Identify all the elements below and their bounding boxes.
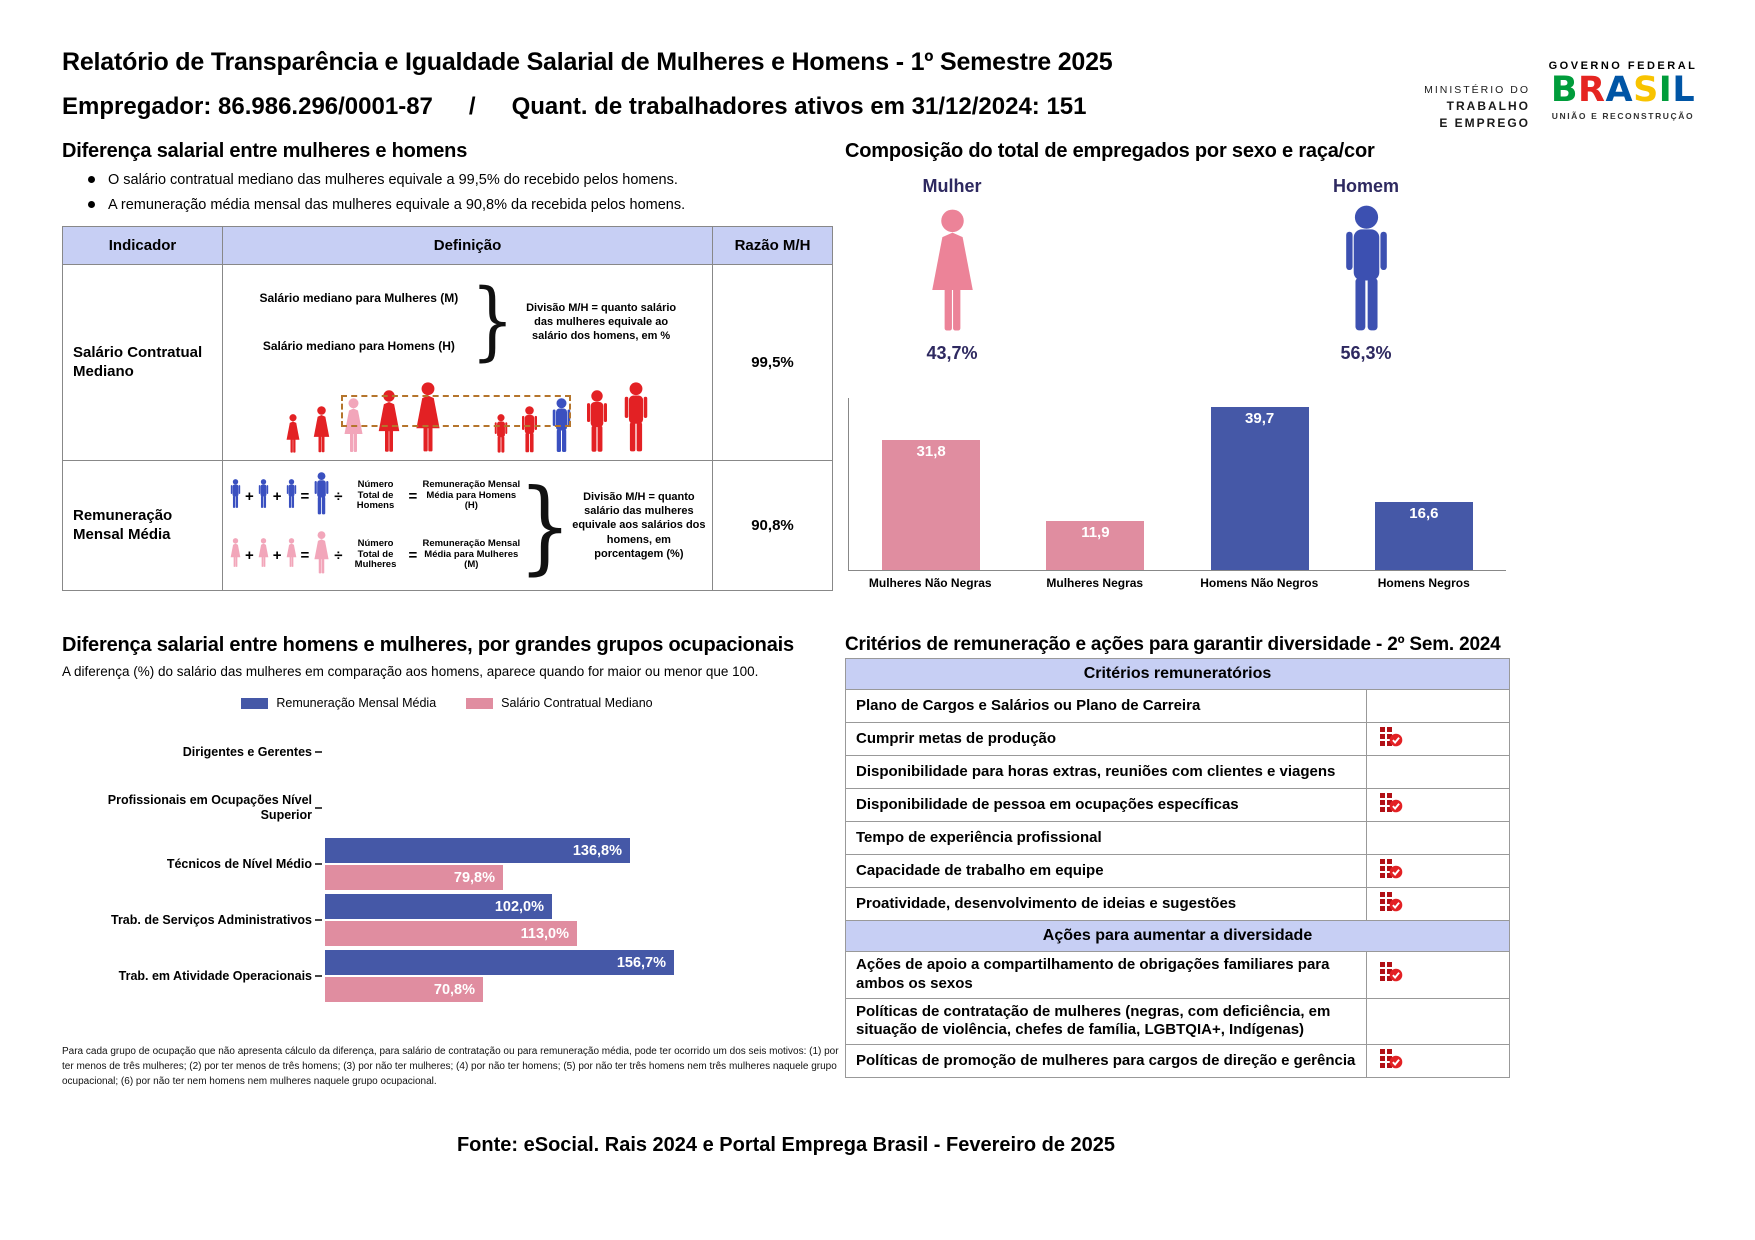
bar-value-label: 70,8% [433, 981, 475, 998]
report-header [62, 48, 1252, 121]
male-figure-icon [285, 479, 298, 514]
female-figure-icon [311, 406, 332, 459]
brasil-letter: B [1550, 70, 1579, 110]
average-remuneration-label: Remuneração Mensal Média para Homens (H) [422, 478, 521, 512]
occupational-legend [62, 696, 832, 710]
criteria-label: Tempo de experiência profissional [856, 828, 1102, 846]
median-men-label: Salário mediano para Homens (H) [262, 339, 455, 353]
bar-value-label: 156,7% [616, 954, 666, 971]
category-label: Mulheres Negras [1046, 576, 1144, 590]
criteria-label: Políticas de contratação de mulheres (negras, com deficiência, em situação de violência, chefes de família, LGBTQIA+, Indígenas) [856, 1002, 1331, 1039]
composition-bar-column [1342, 502, 1506, 570]
occupation-group-label: Trab. de Serviços Administrativos [111, 912, 312, 927]
occupational-row [62, 780, 832, 836]
criteria-row [846, 952, 1509, 999]
median-labels [249, 291, 469, 353]
male-percentage: 56,3% [1340, 343, 1392, 363]
male-figure-icon [257, 479, 270, 514]
occupational-bar [325, 838, 630, 863]
brasil-letter: S [1633, 70, 1659, 110]
criteria-label: Disponibilidade de pessoa em ocupações específicas [856, 795, 1239, 813]
male-figure-icon [312, 472, 331, 521]
female-pictogram-icon [852, 207, 1052, 335]
occupational-subtitle: A diferença (%) do salário das mulheres em comparação aos homens, aparece quando for maior ou menor que 100. [62, 664, 759, 679]
composition-bar-chart [848, 398, 1506, 590]
brace-icon: } [470, 272, 515, 371]
legend-label: Salário Contratual Mediano [501, 696, 653, 710]
women-average-equation [229, 531, 522, 580]
axis-tick [315, 751, 322, 753]
criteria-row [846, 690, 1509, 723]
criterion-check-icon [1379, 726, 1403, 753]
median-note: Divisão M/H = quanto salário das mulheres equivale ao salário dos homens, em % [526, 301, 677, 343]
male-figure-icon [583, 390, 611, 459]
criterion-check-icon [1379, 858, 1403, 885]
occupational-row [62, 724, 832, 780]
male-pictogram-icon [1266, 207, 1466, 335]
definition-median-salary [223, 265, 713, 461]
indicator-avg-remuneration: Remuneração Mensal Média [63, 461, 223, 591]
median-highlight-box [341, 395, 571, 427]
occupational-footnote: Para cada grupo de ocupação que não apresenta cálculo da diferença, para salário de contratação ou para remuneração média, pode ter ocorrido um dos seis motivos: (1) por ter menos de três mulheres; (2) por ter menos de três homens; (3) por não ter mulheres; (4) por não ter homens; (5) por não ter três homens nem três mulheres naquele grupo ocupacional; (6) por não ter nem homens nem mulheres naquele grupo ocupacional. [62, 1046, 839, 1087]
bullet-dot-icon [88, 201, 95, 208]
occupational-bar [325, 921, 577, 946]
legend-swatch [241, 698, 268, 709]
brasil-letter: R [1578, 70, 1606, 110]
bar-value-label: 113,0% [520, 925, 569, 942]
occupational-bars [325, 838, 832, 890]
male-figure-icon [229, 479, 242, 514]
column-header-indicator: Indicador [63, 227, 223, 265]
criteria-row [846, 822, 1509, 855]
separator: / [468, 93, 476, 120]
section-title-criteria: Critérios de remuneração e ações para garantir diversidade - 2º Sem. 2024 [845, 634, 1501, 655]
people-lineup-illustration [229, 373, 706, 459]
occupation-group-label: Trab. em Atividade Operacionais [118, 968, 312, 983]
median-definition-diagram [229, 271, 706, 373]
operator-equals: = [408, 546, 418, 564]
composition-bar [882, 440, 980, 570]
criterion-check-icon [1379, 891, 1403, 918]
female-figure-icon [284, 414, 302, 459]
criteria-status-cell [1366, 1045, 1509, 1077]
average-remuneration-label: Remuneração Mensal Média para Mulheres (M) [422, 537, 521, 571]
criteria-row [846, 999, 1509, 1046]
operator-divide: ÷ [334, 487, 343, 505]
criteria-row [846, 1045, 1509, 1078]
men-average-equation [229, 472, 522, 521]
page-title: Relatório de Transparência e Igualdade Salarial de Mulheres e Homens - 1º Semestre 2025 [62, 48, 1113, 76]
operator-plus: + [272, 487, 282, 505]
column-header-definition: Definição [223, 227, 713, 265]
criteria-row [846, 789, 1509, 822]
occupation-group-label: Profissionais em Ocupações Nível Superior [107, 793, 312, 822]
legend-item [466, 696, 652, 710]
criteria-row [846, 888, 1509, 921]
bar-value-label: 79,8% [453, 869, 495, 886]
composition-category-labels [848, 576, 1506, 590]
operator-plus: + [245, 487, 254, 505]
criteria-status-cell [1366, 855, 1509, 887]
criteria-label: Cumprir metas de produção [856, 729, 1057, 747]
brasil-letter: I [1658, 70, 1673, 110]
bar-value-label: 11,9 [1081, 524, 1110, 541]
legend-item [241, 696, 436, 710]
gov-logo-bottom: UNIÃO E RECONSTRUÇÃO [1551, 110, 1695, 121]
section-title-salary-gap: Diferença salarial entre mulheres e homens [62, 140, 468, 162]
bar-value-label: 102,0% [494, 898, 544, 915]
criteria-status-cell [1366, 789, 1509, 821]
criteria-row [846, 756, 1509, 789]
gov-logo-top: GOVERNO FEDERAL [1548, 60, 1698, 72]
occupation-group-label: Dirigentes e Gerentes [182, 744, 312, 759]
median-women-label: Salário mediano para Mulheres (M) [259, 291, 459, 305]
occupational-bar [325, 977, 483, 1002]
brasil-letter: L [1672, 70, 1696, 110]
criteria-status-cell [1366, 723, 1509, 755]
occupational-bars [325, 894, 832, 946]
occupational-row [62, 948, 832, 1004]
column-header-ratio: Razão M/H [713, 227, 833, 265]
occupation-group-label: Técnicos de Nível Médio [166, 856, 312, 871]
operator-equals: = [300, 546, 310, 564]
occupational-row [62, 892, 832, 948]
ratio-avg-remuneration: 90,8% [713, 461, 833, 591]
criterion-check-icon [1379, 961, 1403, 988]
bullet-item [88, 197, 788, 213]
male-figure-icon [620, 382, 652, 459]
total-count-label: Número Total de Mulheres [354, 537, 397, 571]
criteria-label: Políticas de promoção de mulheres para cargos de direção e gerência [856, 1051, 1356, 1069]
criteria-status-cell [1366, 888, 1509, 920]
male-label: Homem [1332, 176, 1399, 196]
bullet-text: A remuneração média mensal das mulheres equivale a 90,8% da recebida pelos homens. [108, 197, 686, 213]
female-figure-icon [312, 531, 331, 580]
avg-note: Divisão M/H = quanto salário das mulheres equivale aos salários dos homens, em porcentagem (%) [572, 490, 706, 560]
employer-line [62, 93, 1252, 121]
criteria-label: Plano de Cargos e Salários ou Plano de Carreira [856, 696, 1201, 714]
female-figure-icon [229, 538, 242, 573]
axis-tick [315, 807, 322, 809]
criteria-status-cell [1366, 822, 1509, 854]
axis-tick [315, 975, 322, 977]
criteria-status-cell [1366, 952, 1509, 998]
occupational-bars [325, 950, 832, 1002]
legend-swatch [466, 698, 493, 709]
criterion-check-icon [1379, 1048, 1403, 1075]
female-figure-icon [285, 538, 298, 573]
bar-value-label: 136,8% [572, 842, 622, 859]
occupational-bar-chart [62, 724, 832, 1004]
bar-value-label: 16,6 [1409, 505, 1439, 522]
female-percentage: 43,7% [926, 343, 978, 363]
criteria-row [846, 855, 1509, 888]
criteria-label: Proatividade, desenvolvimento de ideias e sugestões [856, 894, 1237, 912]
operator-divide: ÷ [334, 546, 343, 564]
total-count-label: Número Total de Homens [356, 478, 395, 512]
legend-label: Remuneração Mensal Média [276, 696, 437, 710]
source-footer: Fonte: eSocial. Rais 2024 e Portal Emprega Brasil - Fevereiro de 2025 [456, 1134, 1116, 1156]
bar-value-label: 31,8 [916, 443, 946, 460]
definition-avg-remuneration [223, 461, 713, 591]
salary-gap-bullets [88, 172, 788, 222]
criteria-label: Disponibilidade para horas extras, reuniões com clientes e viagens [856, 762, 1336, 780]
composition-bars [848, 398, 1506, 571]
criteria-status-cell [1366, 999, 1509, 1045]
ministry-line2: TRABALHO [1446, 99, 1530, 113]
bullet-dot-icon [88, 176, 95, 183]
composition-bar-column [849, 440, 1013, 570]
composition-bar [1211, 407, 1309, 570]
male-composition-block [1266, 176, 1466, 364]
bullet-item [88, 172, 788, 188]
indicator-median-salary: Salário Contratual Mediano [63, 265, 223, 461]
composition-bar-column [1013, 521, 1177, 570]
category-label: Mulheres Não Negras [868, 576, 992, 590]
ministry-line3: E EMPREGO [1439, 116, 1530, 130]
female-composition-block [852, 176, 1052, 364]
salary-gap-table [62, 226, 833, 591]
ministry-line1: MINISTÉRIO DO [1424, 84, 1530, 96]
female-figure-icon [257, 538, 270, 573]
criteria-status-cell [1366, 756, 1509, 788]
category-label: Homens Negros [1377, 576, 1470, 590]
operator-equals: = [300, 487, 310, 505]
female-label: Mulher [922, 176, 982, 196]
occupational-bar [325, 894, 552, 919]
operator-equals: = [408, 487, 418, 505]
ratio-median-salary: 99,5% [713, 265, 833, 461]
occupational-bar [325, 865, 503, 890]
criteria-section-header: Critérios remuneratórios [846, 659, 1509, 690]
category-label: Homens Não Negros [1200, 576, 1319, 590]
section-title-occupational: Diferença salarial entre homens e mulheres, por grandes grupos ocupacionais [62, 634, 794, 656]
brasil-logo [1548, 72, 1698, 109]
criteria-label: Capacidade de trabalho em equipe [856, 861, 1104, 879]
criteria-table [845, 658, 1510, 1078]
employer-id: Empregador: 86.986.296/0001-87 [62, 93, 433, 120]
avg-equations [229, 472, 522, 580]
composition-bar [1375, 502, 1473, 570]
operator-plus: + [272, 546, 282, 564]
composition-bar [1046, 521, 1144, 570]
brasil-letter: A [1605, 70, 1634, 110]
bar-value-label: 39,7 [1245, 410, 1275, 427]
criteria-status-cell [1366, 690, 1509, 722]
criterion-check-icon [1379, 792, 1403, 819]
criteria-section-header: Ações para aumentar a diversidade [846, 921, 1509, 952]
section-title-composition: Composição do total de empregados por sexo e raça/cor [845, 140, 1375, 162]
occupational-row [62, 836, 832, 892]
axis-tick [315, 919, 322, 921]
gov-federal-logo [1548, 60, 1698, 121]
active-workers: Quant. de trabalhadores ativos em 31/12/2024: 151 [511, 93, 1087, 120]
operator-plus: + [245, 546, 254, 564]
bullet-text: O salário contratual mediano das mulheres equivale a 99,5% do recebido pelos homens. [108, 172, 678, 188]
axis-tick [315, 863, 322, 865]
occupational-bar [325, 950, 674, 975]
criteria-row [846, 723, 1509, 756]
criteria-label: Ações de apoio a compartilhamento de obrigações familiares para ambos os sexos [856, 956, 1330, 992]
composition-bar-column [1178, 407, 1342, 570]
ministry-logo [1372, 84, 1530, 130]
brace-icon: } [518, 466, 572, 585]
